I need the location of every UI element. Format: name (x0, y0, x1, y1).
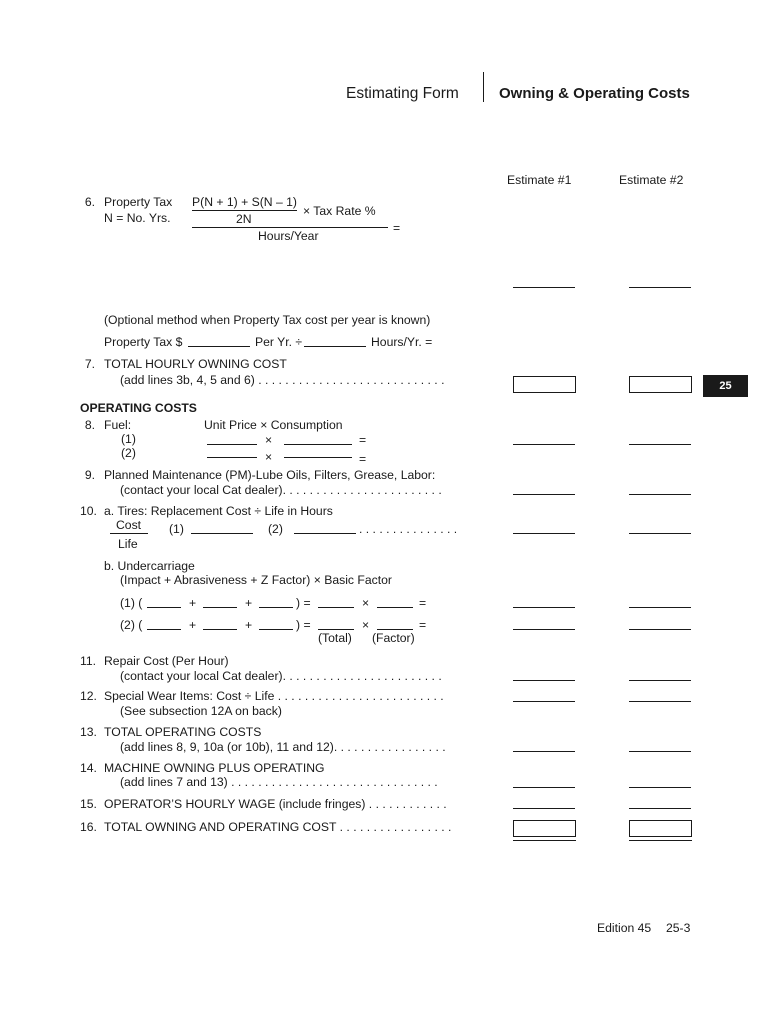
line-10b-row-1-z-factor-field[interactable] (259, 607, 293, 608)
line-10b-row-1-equals: = (419, 596, 427, 610)
line-10a-estimate-2-field[interactable] (629, 533, 691, 534)
line-8-row-2-equals: = (359, 452, 367, 466)
line-10b-label: b. Undercarriage (104, 559, 195, 573)
line-8-estimate-2-field[interactable] (629, 444, 691, 445)
line-10-number: 10. (80, 504, 97, 518)
line-10b-row-1-total-field[interactable] (318, 607, 354, 608)
section-tab: 25 (703, 375, 748, 397)
line-14-subtext: (add lines 7 and 13) . . . . . . . . . . . . . . . . . . . . . . . . . . . . . . . (120, 775, 438, 789)
line-12-estimate-1-field[interactable] (513, 701, 575, 702)
line-10a-label: a. Tires: Replacement Cost ÷ Life in Hours (104, 504, 333, 518)
line-12-estimate-2-field[interactable] (629, 701, 691, 702)
line-10b-row-1-estimate-2-field[interactable] (629, 607, 691, 608)
line-10a-part-2-label: (2) (268, 522, 283, 536)
line-9-estimate-1-field[interactable] (513, 494, 575, 495)
line-11-number: 11. (80, 654, 97, 668)
line-13-subtext: (add lines 8, 9, 10a (or 10b), 11 and 12). . . . . . . . . . . . . . . . . (120, 740, 446, 754)
line-16-estimate-1-double-underline (513, 840, 576, 841)
line-10b-row-2-label: (2) ( (120, 618, 143, 632)
line-8-number: 8. (84, 418, 95, 432)
line-16-estimate-1-box[interactable] (513, 820, 576, 837)
line-10a-estimate-1-field[interactable] (513, 533, 575, 534)
line-10a-cost: Cost (116, 518, 142, 532)
page-number: 25-3 (666, 921, 691, 935)
line-16-estimate-2-double-underline (629, 840, 692, 841)
line-10a-dots: . . . . . . . . . . . . . . . (359, 522, 458, 536)
line-6-hours-year: Hours/Year (258, 229, 319, 243)
line-8-row-1-times: × (265, 433, 273, 447)
line-10a-part-1-label: (1) (169, 522, 184, 536)
line-8-row-2-times: × (265, 450, 273, 464)
line-10b-row-2-times: × (362, 618, 370, 632)
line-10b-row-2-equals: = (419, 618, 427, 632)
line-6-estimate-2-field[interactable] (629, 287, 691, 288)
line-7-label: TOTAL HOURLY OWNING COST (104, 357, 287, 371)
line-10b-row-2-estimate-2-field[interactable] (629, 629, 691, 630)
line-10b-total-caption: (Total) (318, 631, 352, 645)
optional-property-tax-label: Property Tax $ (104, 335, 183, 349)
optional-per-year-label: Per Yr. ÷ (255, 335, 303, 349)
line-10b-row-1-plus-2: + (245, 596, 253, 610)
page-title: Owning & Operating Costs (499, 85, 690, 102)
line-10b-row-1-close-equals: ) = (296, 596, 311, 610)
line-11-estimate-2-field[interactable] (629, 680, 691, 681)
line-10b-row-1-impact-field[interactable] (147, 607, 181, 608)
line-6-fraction-bar (192, 210, 297, 211)
line-8-row-2-label: (2) (121, 446, 136, 460)
line-10b-row-1-plus-1: + (189, 596, 197, 610)
line-6-n-definition: N = No. Yrs. (104, 211, 171, 225)
line-10a-part-2-field[interactable] (294, 533, 356, 534)
line-10b-row-1-abrasiveness-field[interactable] (203, 607, 237, 608)
line-10b-row-2-estimate-1-field[interactable] (513, 629, 575, 630)
line-8-row-1-consumption-field[interactable] (284, 444, 352, 445)
line-10b-row-1-factor-field[interactable] (377, 607, 413, 608)
line-10b-row-2-impact-field[interactable] (147, 629, 181, 630)
line-11-estimate-1-field[interactable] (513, 680, 575, 681)
line-15-estimate-1-field[interactable] (513, 808, 575, 809)
line-8-row-1-equals: = (359, 433, 367, 447)
optional-method-note: (Optional method when Property Tax cost per year is known) (104, 313, 431, 327)
line-13-label: TOTAL OPERATING COSTS (104, 725, 262, 739)
line-10b-row-2-factor-field[interactable] (377, 629, 413, 630)
column-estimate-2: Estimate #2 (619, 173, 684, 187)
line-7-estimate-1-box[interactable] (513, 376, 576, 393)
line-16-number: 16. (80, 820, 97, 834)
line-6-number: 6. (84, 195, 95, 209)
line-10b-row-2-z-factor-field[interactable] (259, 629, 293, 630)
line-10b-factor-caption: (Factor) (372, 631, 415, 645)
optional-hours-field[interactable] (304, 346, 366, 347)
line-7-estimate-2-box[interactable] (629, 376, 692, 393)
line-8-row-1-price-field[interactable] (207, 444, 257, 445)
line-10b-row-1-estimate-1-field[interactable] (513, 607, 575, 608)
line-6-label: Property Tax (104, 195, 173, 209)
line-14-label: MACHINE OWNING PLUS OPERATING (104, 761, 325, 775)
line-14-estimate-2-field[interactable] (629, 787, 691, 788)
optional-property-tax-field[interactable] (188, 346, 250, 347)
line-16-label: TOTAL OWNING AND OPERATING COST . . . . . . . . . . . . . . . . . (104, 820, 452, 834)
line-10b-row-2-total-field[interactable] (318, 629, 354, 630)
operating-costs-heading: OPERATING COSTS (80, 401, 197, 415)
line-8-estimate-1-field[interactable] (513, 444, 575, 445)
line-11-subtext: (contact your local Cat dealer). . . . . . . . . . . . . . . . . . . . . . . . (120, 669, 442, 683)
line-10a-part-1-field[interactable] (191, 533, 253, 534)
line-12-number: 12. (80, 689, 97, 703)
line-16-estimate-2-box[interactable] (629, 820, 692, 837)
line-6-main-fraction-bar (192, 227, 388, 228)
line-9-label: Planned Maintenance (PM)-Lube Oils, Filters, Grease, Labor: (104, 468, 436, 482)
line-8-row-1-label: (1) (121, 432, 136, 446)
line-12-label: Special Wear Items: Cost ÷ Life . . . . . . . . . . . . . . . . . . . . . . . . . (104, 689, 444, 703)
line-15-number: 15. (80, 797, 97, 811)
line-10b-row-1-times: × (362, 596, 370, 610)
line-13-estimate-2-field[interactable] (629, 751, 691, 752)
line-6-equals: = (393, 221, 401, 235)
line-15-label: OPERATOR’S HOURLY WAGE (include fringes) . . . . . . . . . . . . (104, 797, 447, 811)
line-10b-formula: (Impact + Abrasiveness + Z Factor) × Basic Factor (120, 573, 392, 587)
line-13-number: 13. (80, 725, 97, 739)
line-8-row-2-consumption-field[interactable] (284, 457, 352, 458)
line-10b-row-2-close-equals: ) = (296, 618, 311, 632)
line-10b-row-2-plus-2: + (245, 618, 253, 632)
line-10b-row-2-plus-1: + (189, 618, 197, 632)
line-7-number: 7. (84, 357, 95, 371)
line-11-label: Repair Cost (Per Hour) (104, 654, 229, 668)
line-14-estimate-1-field[interactable] (513, 787, 575, 788)
line-6-denominator: 2N (236, 212, 252, 226)
line-15-estimate-2-field[interactable] (629, 808, 691, 809)
line-7-subtext: (add lines 3b, 4, 5 and 6) . . . . . . . . . . . . . . . . . . . . . . . . . . . . (120, 373, 445, 387)
edition-label: Edition 45 (597, 921, 652, 935)
form-label: Estimating Form (346, 85, 459, 102)
line-10b-row-2-abrasiveness-field[interactable] (203, 629, 237, 630)
line-10b-row-1-label: (1) ( (120, 596, 143, 610)
line-10a-life: Life (118, 537, 138, 551)
line-6-tax-rate: × Tax Rate % (303, 204, 376, 218)
column-estimate-1: Estimate #1 (507, 173, 572, 187)
line-13-estimate-1-field[interactable] (513, 751, 575, 752)
header-divider (483, 72, 484, 102)
line-9-number: 9. (84, 468, 95, 482)
optional-hours-equals: Hours/Yr. = (371, 335, 433, 349)
line-6-estimate-1-field[interactable] (513, 287, 575, 288)
line-10a-fraction-bar (110, 533, 148, 534)
line-12-subtext: (See subsection 12A on back) (120, 704, 282, 718)
line-9-estimate-2-field[interactable] (629, 494, 691, 495)
line-8-row-2-price-field[interactable] (207, 457, 257, 458)
line-14-number: 14. (80, 761, 97, 775)
line-9-subtext: (contact your local Cat dealer). . . . . . . . . . . . . . . . . . . . . . . . (120, 483, 442, 497)
line-6-numerator: P(N + 1) + S(N – 1) (192, 195, 297, 209)
line-8-label: Fuel: (104, 418, 132, 432)
line-8-formula: Unit Price × Consumption (204, 418, 343, 432)
